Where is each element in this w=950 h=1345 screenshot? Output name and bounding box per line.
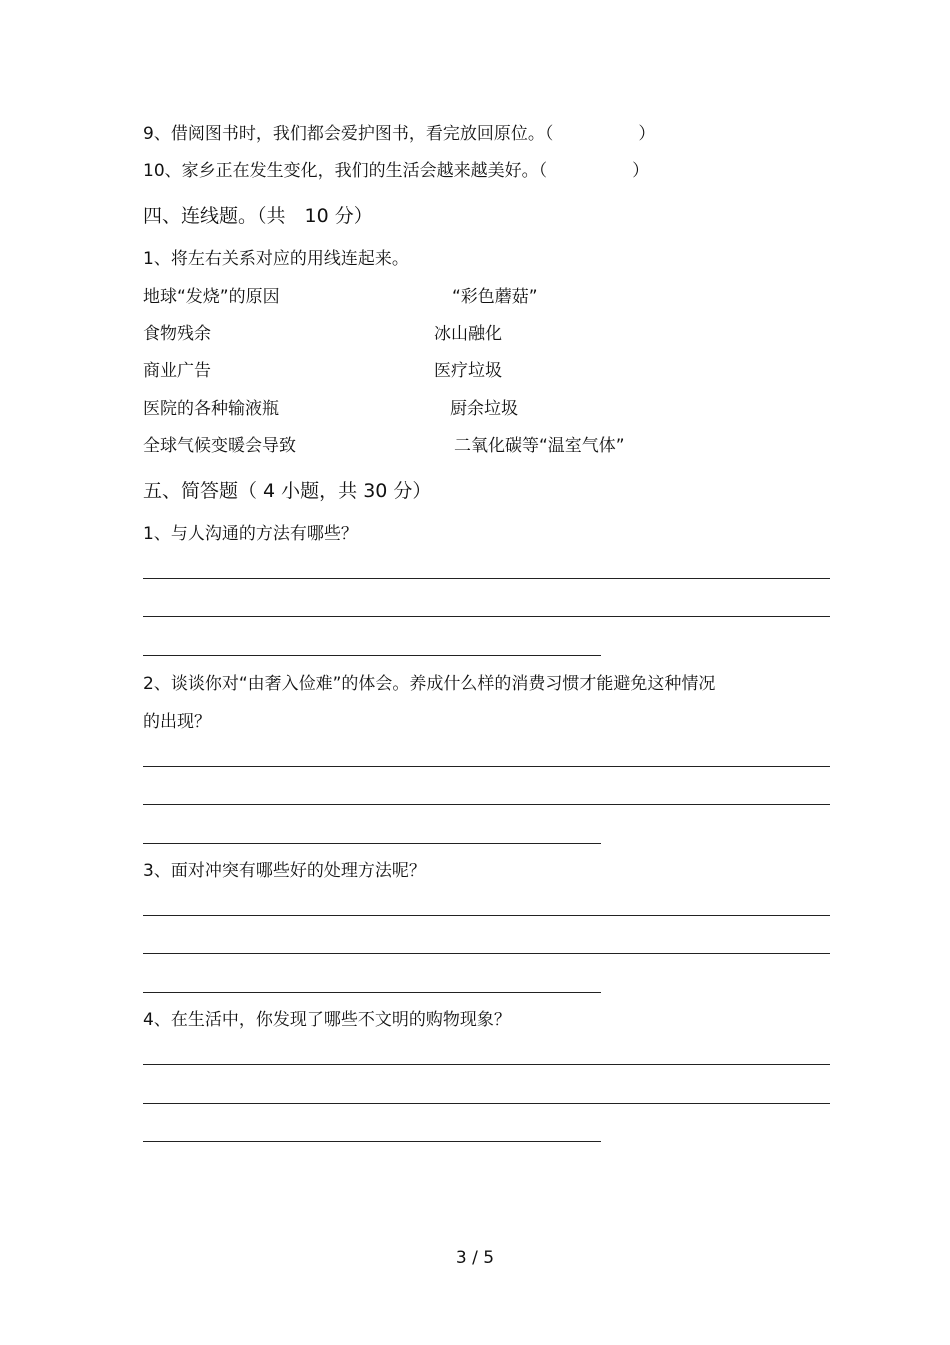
- answer-line: [143, 1064, 830, 1065]
- matching-left-item: 全球气候变暖会导致: [143, 436, 296, 456]
- short-answer-question-2-continued: 的出现？: [143, 712, 211, 732]
- matching-left-item: 医院的各种输液瓶: [143, 399, 279, 419]
- section-4-title: 四、连线题。（共 10 分）: [143, 205, 373, 227]
- section-5-title: 五、简答题（ 4 小题，共 30 分）: [143, 480, 432, 502]
- short-answer-question-4: 4、在生活中，你发现了哪些不文明的购物现象？: [143, 1010, 511, 1030]
- matching-right-item: 医疗垃圾: [434, 361, 502, 381]
- answer-line: [143, 1103, 830, 1104]
- matching-left-item: 商业广告: [143, 361, 211, 381]
- short-answer-question-2: 2、谈谈你对“由奢入俭难”的体会。养成什么样的消费习惯才能避免这种情况: [143, 674, 716, 694]
- judgment-question-9: 9、借阅图书时，我们都会爱护图书，看完放回原位。（ ）: [143, 124, 656, 144]
- matching-right-item: 厨余垃圾: [450, 399, 518, 419]
- answer-line: [143, 616, 830, 617]
- matching-right-item: 二氧化碳等“温室气体”: [454, 436, 625, 456]
- matching-right-item: “彩色蘑菇”: [452, 287, 538, 307]
- matching-left-item: 地球“发烧”的原因: [143, 287, 280, 307]
- matching-instruction: 1、将左右关系对应的用线连起来。: [143, 249, 409, 269]
- matching-right-item: 冰山融化: [434, 324, 502, 344]
- short-answer-question-3: 3、面对冲突有哪些好的处理方法呢？: [143, 861, 426, 881]
- answer-line: [143, 1141, 601, 1142]
- short-answer-question-1: 1、与人沟通的方法有哪些？: [143, 524, 358, 544]
- answer-line: [143, 953, 830, 954]
- matching-left-item: 食物残余: [143, 324, 211, 344]
- answer-line: [143, 578, 830, 579]
- answer-line: [143, 804, 830, 805]
- answer-line: [143, 655, 601, 656]
- answer-line: [143, 766, 830, 767]
- judgment-question-10: 10、家乡正在发生变化，我们的生活会越来越美好。（ ）: [143, 161, 650, 181]
- page-number: 3 / 5: [455, 1248, 495, 1268]
- answer-line: [143, 992, 601, 993]
- answer-line: [143, 915, 830, 916]
- answer-line: [143, 843, 601, 844]
